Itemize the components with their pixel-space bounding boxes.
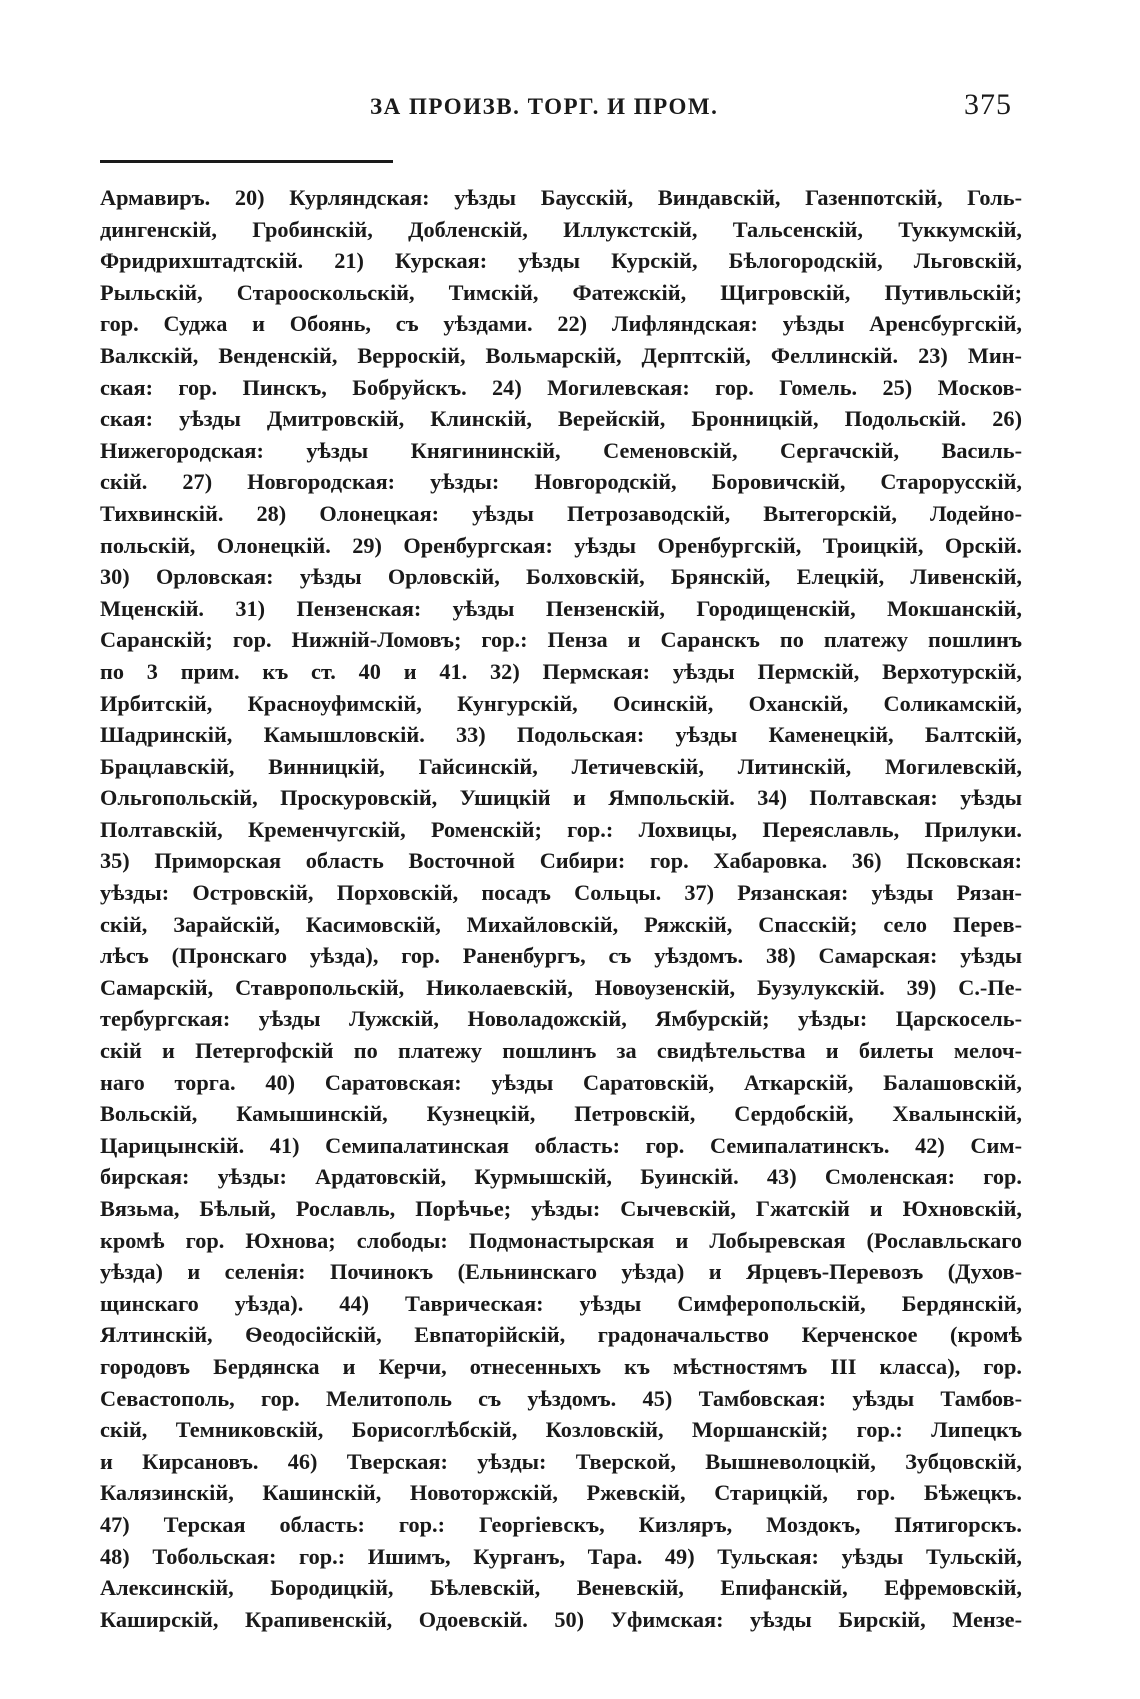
text-line: Вольскій, Камышинскій, Кузнецкій, Петровскій, Сердобскій, Хвалынскій,	[100, 1101, 1022, 1127]
text-line: скій. 27) Новгородская: уѣзды: Новгородскій, Боровичскій, Старорусскій,	[100, 469, 1022, 495]
text-line: уѣзды: Островскій, Порховскій, посадъ Сольцы. 37) Рязанская: уѣзды Рязан-	[100, 880, 1022, 906]
text-line: Брацлавскій, Винницкій, Гайсинскій, Летичевскій, Литинскій, Могилевскій,	[100, 753, 1022, 779]
text-line: 30) Орловская: уѣзды Орловскій, Болховскій, Брянскій, Елецкій, Ливенскій,	[100, 564, 1022, 590]
text-line: Саранскій; гор. Нижній-Ломовъ; гор.: Пенза и Саранскъ по платежу пошлинъ	[100, 627, 1022, 653]
text-line: по 3 прим. къ ст. 40 и 41. 32) Пермская: уѣзды Пермскій, Верхотурскій,	[100, 658, 1022, 684]
text-line: Самарскій, Ставропольскій, Николаевскій, Новоузенскій, Бузулукскій. 39) С.-Пе-	[100, 974, 1022, 1000]
text-line: 35) Приморская область Восточной Сибири: гор. Хабаровка. 36) Псковская:	[100, 848, 1022, 874]
text-line: городовъ Бердянска и Керчи, отнесенныхъ къ мѣстностямъ III класса), гор.	[100, 1353, 1022, 1379]
page-number: 375	[964, 88, 1012, 121]
header-rule	[100, 160, 393, 163]
text-line: Ялтинскій, Ѳеодосійскій, Евпаторійскій, градоначальство Керченское (кромѣ	[100, 1322, 1022, 1348]
text-line: Тихвинскій. 28) Олонецкая: уѣзды Петрозаводскій, Вытегорскій, Лодейно-	[100, 500, 1022, 526]
text-line: скій, Темниковскій, Борисоглѣбскій, Козловскій, Моршанскій; гор.: Липецкъ	[100, 1417, 1022, 1443]
text-line: польскій, Олонецкій. 29) Оренбургская: уѣзды Оренбургскій, Троицкій, Орскій.	[100, 532, 1022, 558]
text-line: и Кирсановъ. 46) Тверская: уѣзды: Тверской, Вышневолоцкій, Зубцовскій,	[100, 1448, 1022, 1474]
text-line: бирская: уѣзды: Ардатовскій, Курмышскій, Буинскій. 43) Смоленская: гор.	[100, 1164, 1022, 1190]
text-line: наго торга. 40) Саратовская: уѣзды Саратовскій, Аткарскій, Балашовскій,	[100, 1069, 1022, 1095]
text-line: уѣзда) и селенія: Починокъ (Ельнинскаго уѣзда) и Ярцевъ-Перевозъ (Духов-	[100, 1259, 1022, 1285]
text-line: Алексинскій, Бородицкій, Бѣлевскій, Веневскій, Епифанскій, Ефремовскій,	[100, 1575, 1022, 1601]
text-line: Вязьма, Бѣлый, Рославль, Порѣчье; уѣзды: Сычевскій, Гжатскій и Юхновскій,	[100, 1196, 1022, 1221]
text-line: тербургская: уѣзды Лужскій, Новоладожскій, Ямбурскій; уѣзды: Царскосель-	[100, 1006, 1022, 1032]
running-head	[100, 88, 1020, 128]
text-line: щинскаго уѣзда). 44) Таврическая: уѣзды Симферопольскій, Бердянскій,	[100, 1290, 1022, 1316]
text-line: Царицынскій. 41) Семипалатинская область: гор. Семипалатинскъ. 42) Сим-	[100, 1132, 1022, 1158]
text-line: Севастополь, гор. Мелитополь съ уѣздомъ. 45) Тамбовская: уѣзды Тамбов-	[100, 1385, 1022, 1411]
text-line: Армавиръ. 20) Курляндская: уѣзды Баусскій, Виндавскій, Газенпотскій, Голь-	[100, 185, 1022, 210]
text-line: ская: уѣзды Дмитровскій, Клинскій, Верейскій, Бронницкій, Подольскій. 26)	[100, 406, 1022, 432]
running-title: ЗА ПРОИЗВ. ТОРГ. И ПРОМ.	[370, 94, 719, 119]
text-line: лѣсъ (Пронскаго уѣзда), гор. Раненбургъ, съ уѣздомъ. 38) Самарская: уѣзды	[100, 943, 1022, 969]
text-line: Калязинскій, Кашинскій, Новоторжскій, Ржевскій, Старицкій, гор. Бѣжецкъ.	[100, 1480, 1022, 1506]
text-line: Полтавскій, Кременчугскій, Роменскій; гор.: Лохвицы, Переяславль, Прилуки.	[100, 816, 1022, 842]
text-line: 47) Терская область: гор.: Георгіевскъ, Кизляръ, Моздокъ, Пятигорскъ.	[100, 1511, 1022, 1537]
text-line: скій и Петергофскій по платежу пошлинъ за свидѣтельства и билеты мелоч-	[100, 1038, 1022, 1064]
text-line: Мценскій. 31) Пензенская: уѣзды Пензенскій, Городищенскій, Мокшанскій,	[100, 595, 1022, 621]
text-line: кромѣ гор. Юхнова; слободы: Подмонастырская и Лобыревская (Рославльскаго	[100, 1227, 1022, 1253]
text-line: 48) Тобольская: гор.: Ишимъ, Курганъ, Тара. 49) Тульская: уѣзды Тульскій,	[100, 1543, 1022, 1569]
text-line: Фридрихштадтскій. 21) Курская: уѣзды Курскій, Бѣлогородскій, Льговскій,	[100, 248, 1022, 274]
text-line: скій, Зарайскій, Касимовскій, Михайловскій, Ряжскій, Спасскій; село Перев-	[100, 911, 1022, 937]
text-line: Каширскій, Крапивенскій, Одоевскій. 50) Уфимская: уѣзды Бирскій, Мензе-	[100, 1606, 1022, 1632]
text-line: Ирбитскій, Красноуфимскій, Кунгурскій, Осинскій, Оханскій, Соликамскій,	[100, 690, 1022, 716]
text-line: ская: гор. Пинскъ, Бобруйскъ. 24) Могилевская: гор. Гомель. 25) Москов-	[100, 374, 1022, 400]
text-line: Шадринскій, Камышловскій. 33) Подольская: уѣзды Каменецкій, Балтскій,	[100, 722, 1022, 748]
text-line: Валкскій, Венденскій, Верроскій, Вольмарскій, Дерптскій, Феллинскій. 23) Мин-	[100, 342, 1022, 368]
text-line: гор. Суджа и Обоянь, съ уѣздами. 22) Лифляндская: уѣзды Аренсбургскій,	[100, 311, 1022, 337]
text-line: Нижегородская: уѣзды Княгининскій, Семеновскій, Сергачскій, Василь-	[100, 437, 1022, 463]
body-text	[100, 182, 1022, 1635]
text-line: Ольгопольскій, Проскуровскій, Ушицкій и Ямпольскій. 34) Полтавская: уѣзды	[100, 785, 1022, 811]
text-line: Рыльскій, Старооскольскій, Тимскій, Фатежскій, Щигровскій, Путивльскій;	[100, 279, 1022, 305]
text-line: дингенскій, Гробинскій, Добленскій, Иллукстскій, Тальсенскій, Туккумскій,	[100, 216, 1022, 242]
